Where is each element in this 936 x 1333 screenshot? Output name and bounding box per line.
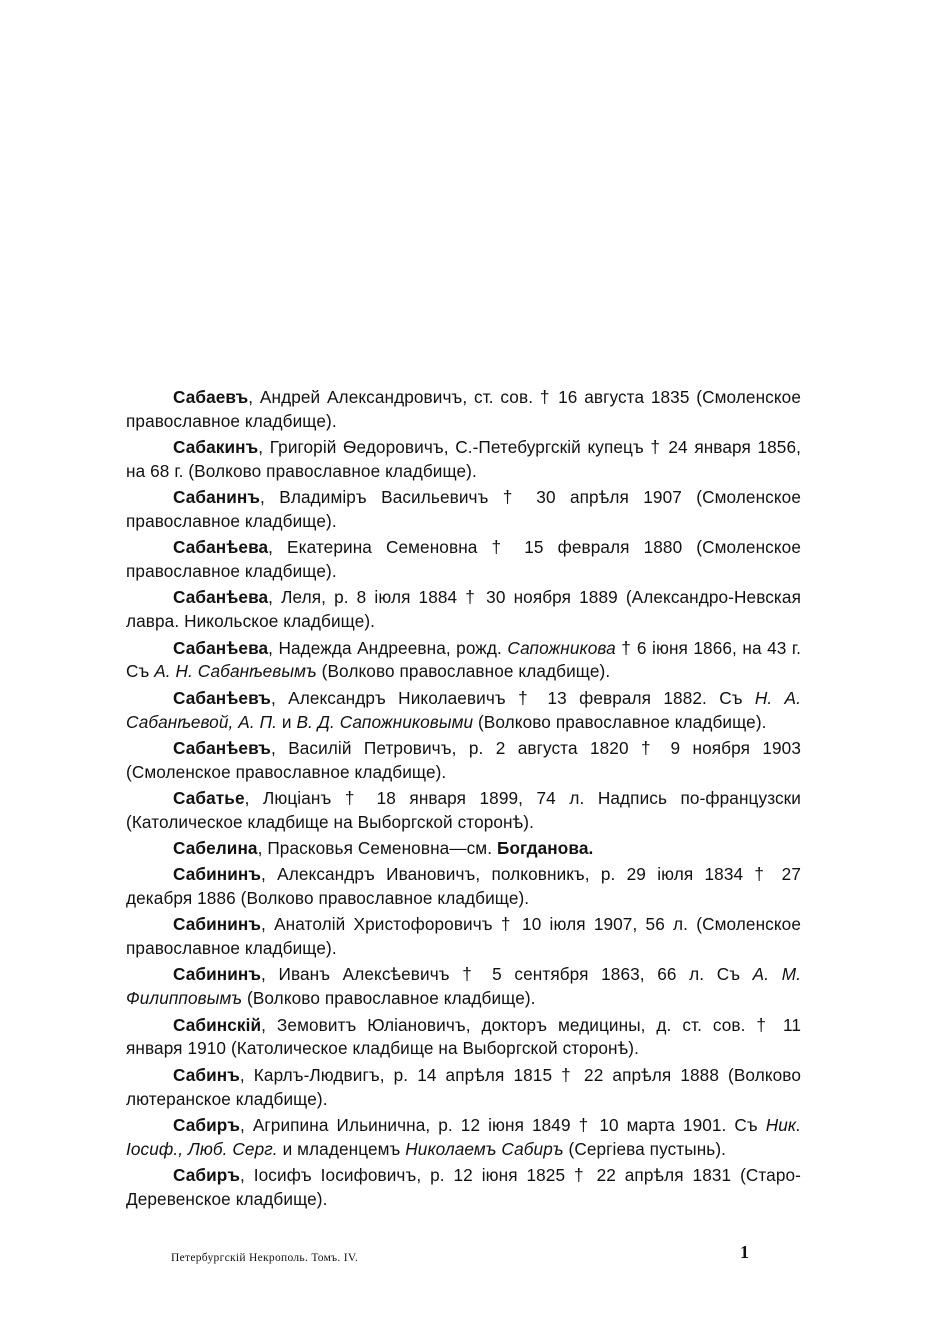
entry-surname: Сабининъ [173, 914, 262, 935]
necropolis-entry [126, 386, 801, 434]
entry-text: , Александръ Николаевичъ † 13 февраля 1882. Съ [270, 687, 755, 708]
entry-text: , Григорій Ѳедоровичъ, С.-Петебургскій купецъ † 24 января 1856, на 68 г. (Волково православное кладбище). [126, 437, 801, 482]
entry-text: (Сергіева пустынь). [563, 1138, 727, 1159]
entry-surname: Сабанѣева [173, 587, 269, 608]
necropolis-entry [126, 436, 801, 484]
entry-text: , Василій Петровичъ, р. 2 августа 1820 † 9 ноября 1903 (Смоленское православное кладбище). [126, 737, 801, 782]
entry-surname: Сабинскій [173, 1014, 262, 1035]
entry-italic-reference: Ник. Іосиф., Люб. Серг. [126, 1114, 801, 1159]
entry-text: (Волково православное кладбище). [316, 661, 611, 682]
entry-text: , Екатерина Семеновна † 15 февраля 1880 (Смоленское православное кладбище). [126, 537, 801, 582]
entry-surname: Сабелина [173, 837, 258, 858]
entry-text: , Иванъ Алексѣевичъ † 5 сентября 1863, 66 л. Съ [261, 964, 753, 985]
entry-cross-reference: Богданова. [496, 837, 594, 858]
entry-text: и [277, 711, 297, 732]
entry-text: (Волково православное кладбище). [473, 711, 767, 732]
entry-text: , Анатолій Христофоровичъ † 10 іюля 1907, 56 л. (Смоленское православное кладбище). [126, 914, 801, 959]
entry-text: , Андрей Александровичъ, ст. сов. † 16 августа 1835 (Смоленское православное кладбище). [126, 387, 801, 431]
entry-surname: Сабанѣевъ [173, 687, 271, 708]
entry-surname: Сабанѣева [173, 537, 269, 558]
entry-text: (Волково православное кладбище). [242, 988, 536, 1009]
necropolis-entry [126, 586, 801, 634]
entry-surname: Сабиръ [173, 1114, 240, 1135]
entry-surname: Сабанѣевъ [173, 737, 271, 758]
necropolis-entry [126, 863, 801, 911]
entry-text: , Земовитъ Юліановичъ, докторъ медицины, д. ст. сов. † 11 января 1910 (Католическое кладбище на Выборгской сторонѣ). [126, 1014, 801, 1059]
necropolis-entry [126, 637, 801, 685]
necropolis-entry [126, 1014, 801, 1062]
necropolis-entry [126, 737, 801, 785]
entry-text: , Надежда Андреевна, рожд. [268, 637, 508, 658]
necropolis-entry [126, 913, 801, 961]
necropolis-entry [126, 1114, 801, 1162]
entry-text: † 6 іюня 1866, на 43 г. Съ [126, 637, 801, 682]
entry-text: и младенцемъ [277, 1138, 406, 1159]
entry-italic-reference: Сапожникова [507, 637, 616, 658]
necropolis-entry [126, 687, 801, 735]
entry-text: , Александръ Ивановичъ, полковникъ, р. 29 іюля 1834 † 27 декабря 1886 (Волково православное кладбище). [126, 864, 801, 909]
entry-surname: Сабанинъ [173, 487, 261, 508]
entry-text: , Люціанъ † 18 января 1899, 74 л. Надпись по-французски (Католическое кладбище на Выборгской сторонѣ). [126, 787, 801, 832]
entry-italic-reference: А. Н. Сабанѣевымъ [154, 661, 317, 682]
entry-surname: Сабакинъ [173, 437, 259, 458]
entry-italic-reference: Николаемъ Сабиръ [405, 1138, 564, 1159]
entry-text: , Леля, р. 8 іюля 1884 † 30 ноября 1889 (Александро-Невская лавра. Никольское кладбище). [126, 587, 801, 632]
necropolis-entry [126, 486, 801, 534]
necropolis-entry [126, 837, 801, 861]
entry-italic-reference: А. М. Филипповымъ [126, 964, 801, 1009]
necropolis-entry [126, 1164, 801, 1212]
entries-list [126, 386, 801, 1214]
entry-surname: Сабаевъ [173, 387, 249, 407]
necropolis-entry [126, 787, 801, 835]
entry-surname: Сабинъ [173, 1064, 240, 1085]
entry-surname: Сабининъ [173, 864, 262, 885]
entry-surname: Сабанѣева [173, 637, 269, 658]
entry-italic-reference: Н. А. Сабанѣевой, А. П. [126, 687, 801, 732]
entry-text: , Владиміръ Васильевичъ † 30 апрѣля 1907 (Смоленское православное кладбище). [126, 487, 801, 532]
entry-text: , Карлъ-Людвигъ, р. 14 апрѣля 1815 † 22 апрѣля 1888 (Волково лютеранское кладбище). [126, 1064, 801, 1109]
entry-surname: Сабиръ [173, 1164, 240, 1185]
entry-italic-reference: В. Д. Сапожниковыми [296, 711, 474, 732]
running-title: Петербургскій Некрополь. Томъ. IV. [171, 1252, 359, 1264]
entry-text: , Агрипина Ильинична, р. 12 іюня 1849 † 10 марта 1901. Съ [240, 1114, 766, 1135]
entry-surname: Сабининъ [173, 964, 262, 985]
necropolis-entry [126, 963, 801, 1011]
entry-surname: Сабатье [173, 787, 245, 808]
entry-text: , Прасковья Семеновна—см. [257, 837, 497, 858]
necropolis-entry [126, 1064, 801, 1112]
necropolis-entry [126, 536, 801, 584]
page-number: 1 [740, 1242, 749, 1262]
entry-text: , Іосифъ Іосифовичъ, р. 12 іюня 1825 † 22 апрѣля 1831 (Старо-Деревенское кладбище). [126, 1164, 801, 1209]
